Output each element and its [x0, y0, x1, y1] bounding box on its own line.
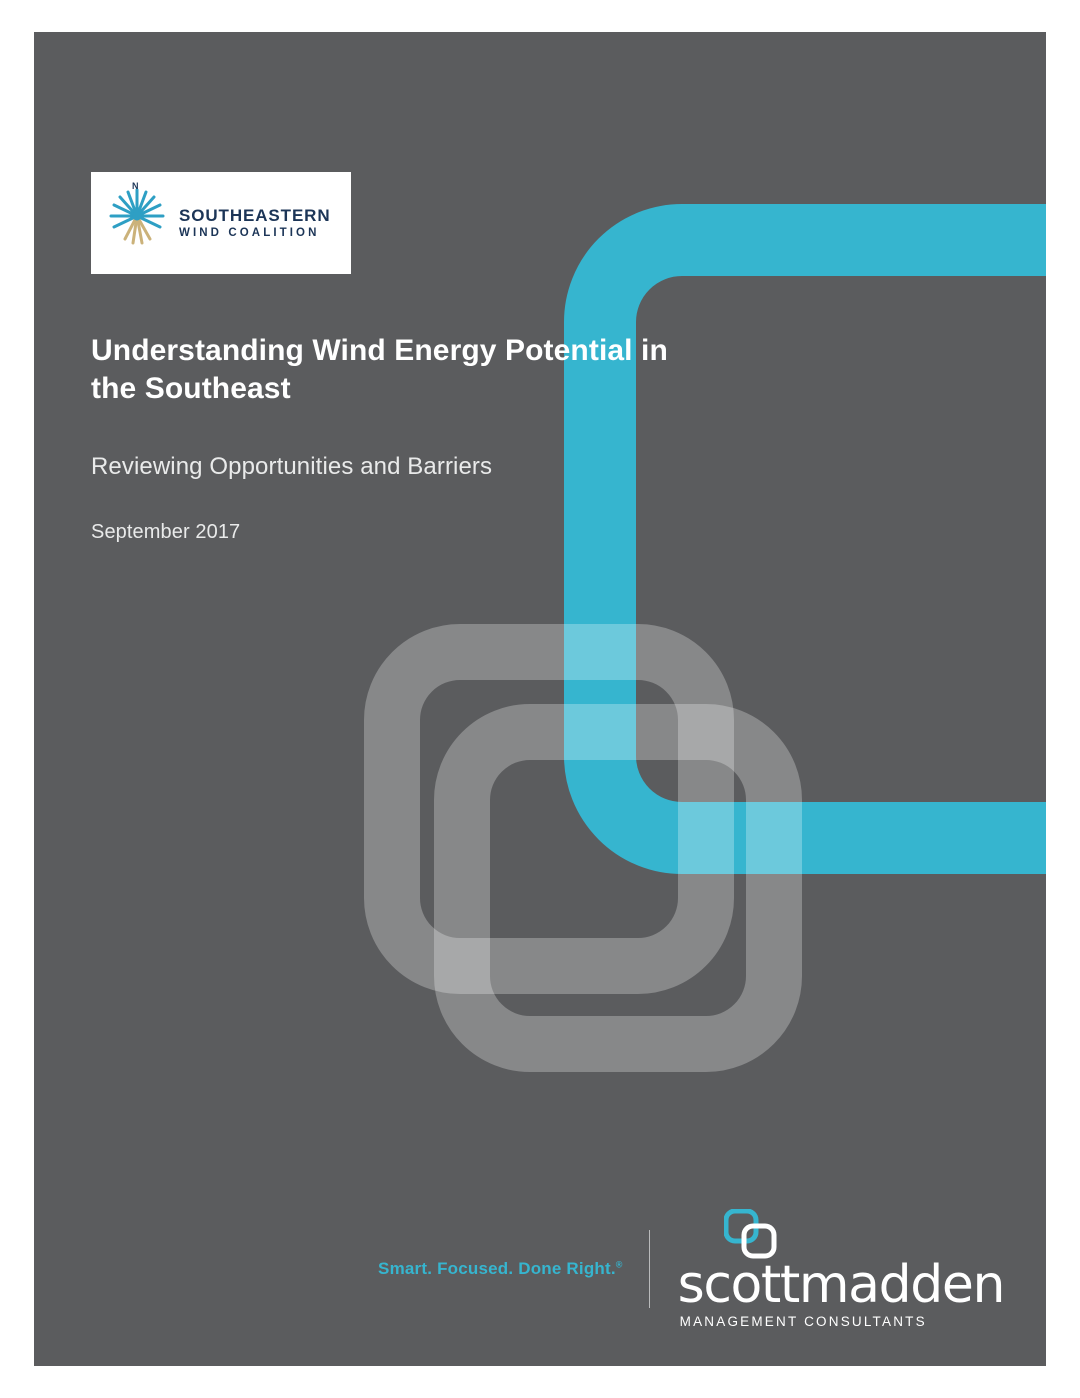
compass-north-label: N	[132, 181, 139, 191]
grey-rounded-square-decoration-front	[434, 704, 802, 1072]
logo-line-1: SOUTHEASTERN	[179, 205, 331, 225]
title-block	[91, 332, 711, 544]
logo-line-2: WIND COALITION	[179, 227, 320, 240]
compass-windmill-icon	[101, 182, 173, 264]
logo-wordmark	[179, 206, 331, 241]
document-subtitle: Reviewing Opportunities and Barriers	[91, 452, 493, 480]
brand-subtitle: MANAGEMENT CONSULTANTS	[679, 1314, 927, 1329]
registered-mark: ®	[615, 1259, 623, 1270]
tagline	[378, 1259, 623, 1279]
tagline-text: Smart. Focused. Done Right.	[378, 1259, 616, 1278]
cover-canvas	[34, 32, 1046, 1366]
southeastern-wind-coalition-logo	[91, 172, 351, 274]
brand-name: scottmadden	[677, 1255, 1004, 1315]
scottmadden-brand	[678, 1209, 1004, 1329]
document-title: Understanding Wind Energy Potential in the Southeast	[91, 334, 668, 406]
document-date: September 2017	[91, 520, 241, 543]
cover-footer	[34, 1204, 1046, 1334]
footer-divider	[649, 1230, 650, 1308]
